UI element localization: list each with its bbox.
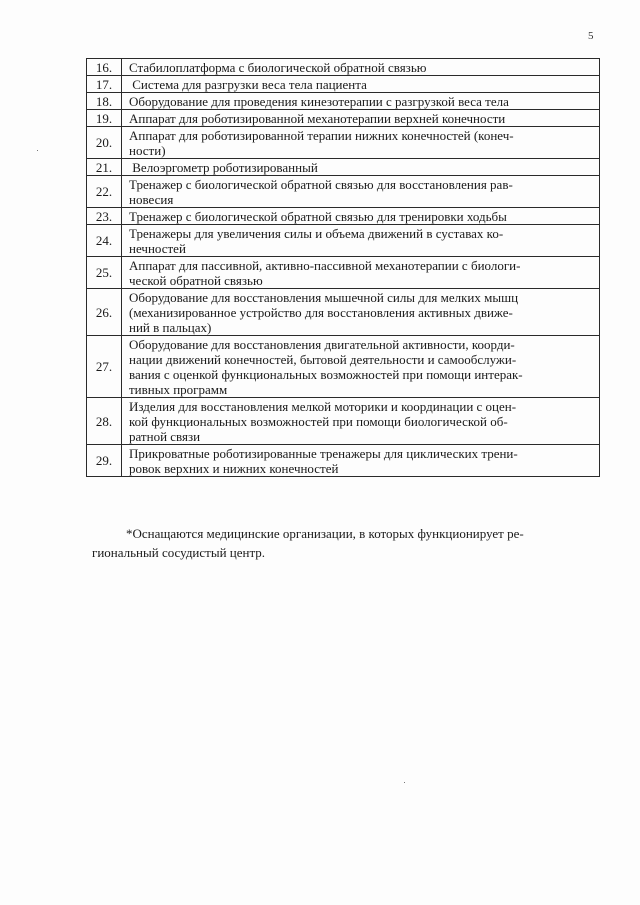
- equipment-name: [122, 159, 600, 176]
- table-row: [87, 225, 600, 257]
- table-row: [87, 208, 600, 225]
- equipment-name-line: Оборудование для проведения кинезотерапии с разгрузкой веса тела: [129, 94, 509, 109]
- table-row: [87, 127, 600, 159]
- row-number: 24.: [87, 225, 122, 257]
- equipment-name-line: Аппарат для пассивной, активно-пассивной механотерапии с биологи-: [129, 258, 521, 273]
- scan-speck: [37, 150, 38, 151]
- equipment-name: [122, 110, 600, 127]
- table-row: [87, 59, 600, 76]
- row-number: 25.: [87, 257, 122, 289]
- equipment-name: [122, 289, 600, 336]
- equipment-name: [122, 59, 600, 76]
- equipment-name: [122, 257, 600, 289]
- equipment-name: [122, 176, 600, 208]
- footnote: [92, 524, 598, 562]
- table-row: [87, 445, 600, 477]
- equipment-name-line: ний в пальцах): [129, 320, 212, 335]
- equipment-name-line: ческой обратной связью: [129, 273, 263, 288]
- row-number: 18.: [87, 93, 122, 110]
- table-row: [87, 76, 600, 93]
- equipment-name: [122, 127, 600, 159]
- row-number: 20.: [87, 127, 122, 159]
- equipment-name-line: нации движений конечностей, бытовой деятельности и самообслужи-: [129, 352, 517, 367]
- equipment-name-line: Аппарат для роботизированной механотерапии верхней конечности: [129, 111, 506, 126]
- equipment-name-line: Тренажер с биологической обратной связью для восстановления рав-: [129, 177, 513, 192]
- table-row: [87, 257, 600, 289]
- equipment-table: [86, 58, 600, 477]
- equipment-name-line: Велоэргометр роботизированный: [129, 160, 318, 175]
- equipment-name-line: ности): [129, 143, 166, 158]
- equipment-name-line: ровок верхних и нижних конечностей: [129, 461, 339, 476]
- equipment-name-line: нечностей: [129, 241, 186, 256]
- row-number: 23.: [87, 208, 122, 225]
- equipment-table-body: [87, 59, 600, 477]
- equipment-name: [122, 336, 600, 398]
- row-number: 27.: [87, 336, 122, 398]
- equipment-name: [122, 225, 600, 257]
- row-number: 22.: [87, 176, 122, 208]
- equipment-name: [122, 208, 600, 225]
- table-row: [87, 159, 600, 176]
- equipment-name-line: вания с оценкой функциональных возможностей при помощи интерак-: [129, 367, 523, 382]
- equipment-name-line: ратной связи: [129, 429, 201, 444]
- table-row: [87, 336, 600, 398]
- equipment-name-line: Оборудование для восстановления мышечной силы для мелких мышц: [129, 290, 519, 305]
- equipment-name-line: тивных программ: [129, 382, 228, 397]
- equipment-name-line: Стабилоплатформа с биологической обратной связью: [129, 60, 427, 75]
- equipment-name-line: Система для разгрузки веса тела пациента: [129, 77, 367, 92]
- equipment-name: [122, 398, 600, 445]
- table-row: [87, 93, 600, 110]
- table-row: [87, 176, 600, 208]
- equipment-name-line: Тренажер с биологической обратной связью для тренировки ходьбы: [129, 209, 507, 224]
- equipment-name: [122, 445, 600, 477]
- row-number: 16.: [87, 59, 122, 76]
- table-row: [87, 289, 600, 336]
- row-number: 17.: [87, 76, 122, 93]
- equipment-name-line: кой функциональных возможностей при помощи биологической об-: [129, 414, 508, 429]
- equipment-name-line: Аппарат для роботизированной терапии нижних конечностей (конеч-: [129, 128, 514, 143]
- equipment-name-line: Прикроватные роботизированные тренажеры для циклических трени-: [129, 446, 518, 461]
- row-number: 26.: [87, 289, 122, 336]
- scan-speck: [404, 782, 405, 783]
- page-number: 5: [588, 30, 594, 42]
- row-number: 29.: [87, 445, 122, 477]
- row-number: 21.: [87, 159, 122, 176]
- equipment-name-line: Изделия для восстановления мелкой моторики и координации с оцен-: [129, 399, 517, 414]
- table-row: [87, 110, 600, 127]
- row-number: 28.: [87, 398, 122, 445]
- equipment-name-line: Оборудование для восстановления двигательной активности, коорди-: [129, 337, 515, 352]
- table-row: [87, 398, 600, 445]
- row-number: 19.: [87, 110, 122, 127]
- footnote-line: *Оснащаются медицинские организации, в которых функционирует ре-: [126, 526, 524, 541]
- equipment-name-line: (механизированное устройство для восстановления активных движе-: [129, 305, 513, 320]
- equipment-name: [122, 76, 600, 93]
- equipment-name-line: Тренажеры для увеличения силы и объема движений в суставах ко-: [129, 226, 504, 241]
- footnote-line: гиональный сосудистый центр.: [92, 545, 266, 560]
- equipment-name: [122, 93, 600, 110]
- equipment-name-line: новесия: [129, 192, 174, 207]
